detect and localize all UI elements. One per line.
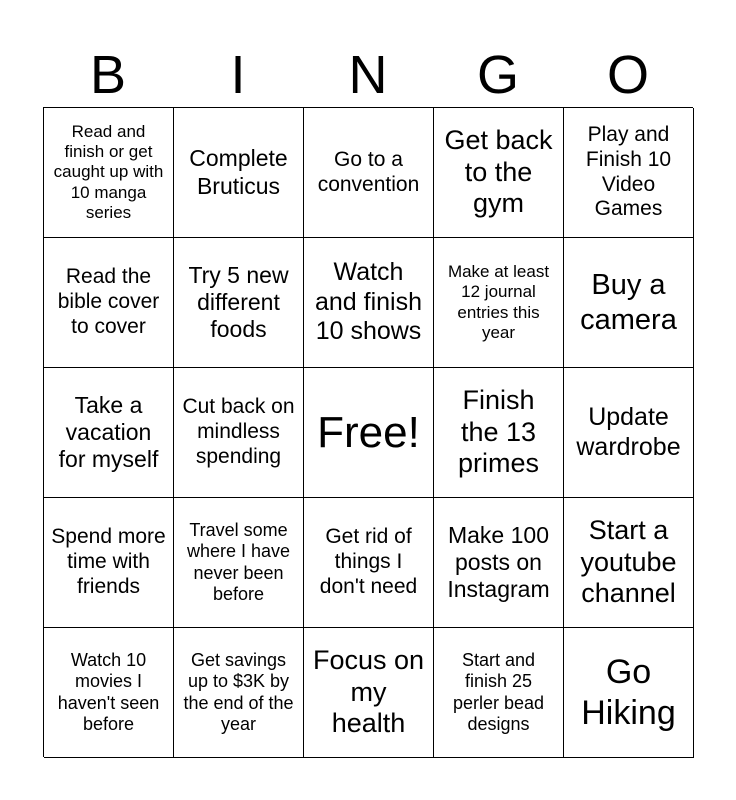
bingo-cell-r3-c4[interactable] [434, 368, 564, 498]
bingo-cell-r1-c2[interactable] [174, 108, 304, 238]
cell-text: Read and finish or get caught up with 10 manga series [53, 122, 164, 222]
bingo-cell-r5-c3[interactable] [304, 628, 434, 758]
cell-text: Update wardrobe [576, 403, 681, 461]
bingo-cell-r3-c2[interactable] [174, 368, 304, 498]
cell-text: Try 5 new different foods [188, 261, 289, 343]
bingo-cell-r5-c4[interactable] [434, 628, 564, 758]
bingo-cell-r3-c5[interactable] [564, 368, 694, 498]
cell-text: Go to a convention [317, 147, 420, 196]
cell-text: Start a youtube channel [580, 514, 677, 609]
cell-text: Finish the 13 primes [457, 384, 539, 479]
free-space-text: Free! [317, 407, 420, 457]
header-letter-i: I [230, 45, 246, 105]
cell-text: Spend more time with friends [51, 525, 166, 598]
bingo-cell-r2-c4[interactable] [434, 238, 564, 368]
cell-text: Focus on my health [312, 644, 425, 739]
bingo-cell-r4-c3[interactable] [304, 498, 434, 628]
bingo-cell-r4-c2[interactable] [174, 498, 304, 628]
cell-text: Get rid of things I don't need [319, 525, 418, 598]
header-letter-b: B [89, 45, 127, 105]
cell-text: Watch 10 movies I haven't seen before [57, 650, 160, 734]
header-letter-o: O [606, 45, 649, 105]
bingo-cell-r1-c5[interactable] [564, 108, 694, 238]
cell-text: Play and Finish 10 Video Games [585, 122, 672, 221]
cell-text: Make at least 12 journal entries this year [447, 262, 550, 342]
cell-text: Travel some where I have never been before [186, 520, 291, 604]
cell-text: Complete Bruticus [189, 145, 288, 199]
bingo-board [43, 107, 693, 757]
bingo-cell-r2-c2[interactable] [174, 238, 304, 368]
bingo-cell-r2-c3[interactable] [304, 238, 434, 368]
cell-text: Read the bible cover to cover [57, 265, 160, 338]
cell-text: Buy a camera [580, 269, 677, 336]
bingo-cell-r5-c5[interactable] [564, 628, 694, 758]
bingo-cell-r3-c3-free[interactable] [304, 368, 434, 498]
bingo-cell-r2-c1[interactable] [44, 238, 174, 368]
header-letter-g: G [476, 45, 519, 105]
cell-text: Make 100 posts on Instagram [447, 521, 550, 603]
cell-text: Get savings up to $3K by the end of the year [183, 650, 294, 734]
cell-text: Watch and finish 10 shows [314, 258, 423, 346]
bingo-cell-r5-c1[interactable] [44, 628, 174, 758]
bingo-cell-r4-c4[interactable] [434, 498, 564, 628]
bingo-cell-r2-c5[interactable] [564, 238, 694, 368]
bingo-cell-r1-c4[interactable] [434, 108, 564, 238]
header-letter-n: N [348, 45, 388, 105]
bingo-cell-r5-c2[interactable] [174, 628, 304, 758]
cell-text: Start and finish 25 perler bead designs [452, 650, 545, 734]
bingo-cell-r3-c1[interactable] [44, 368, 174, 498]
cell-text: Cut back on mindless spending [182, 395, 295, 468]
bingo-cell-r1-c3[interactable] [304, 108, 434, 238]
bingo-header [43, 44, 693, 106]
cell-text: Go Hiking [581, 653, 676, 732]
cell-text: Get back to the gym [444, 124, 553, 219]
bingo-cell-r4-c5[interactable] [564, 498, 694, 628]
cell-text: Take a vacation for myself [58, 391, 159, 473]
bingo-cell-r1-c1[interactable] [44, 108, 174, 238]
bingo-cell-r4-c1[interactable] [44, 498, 174, 628]
